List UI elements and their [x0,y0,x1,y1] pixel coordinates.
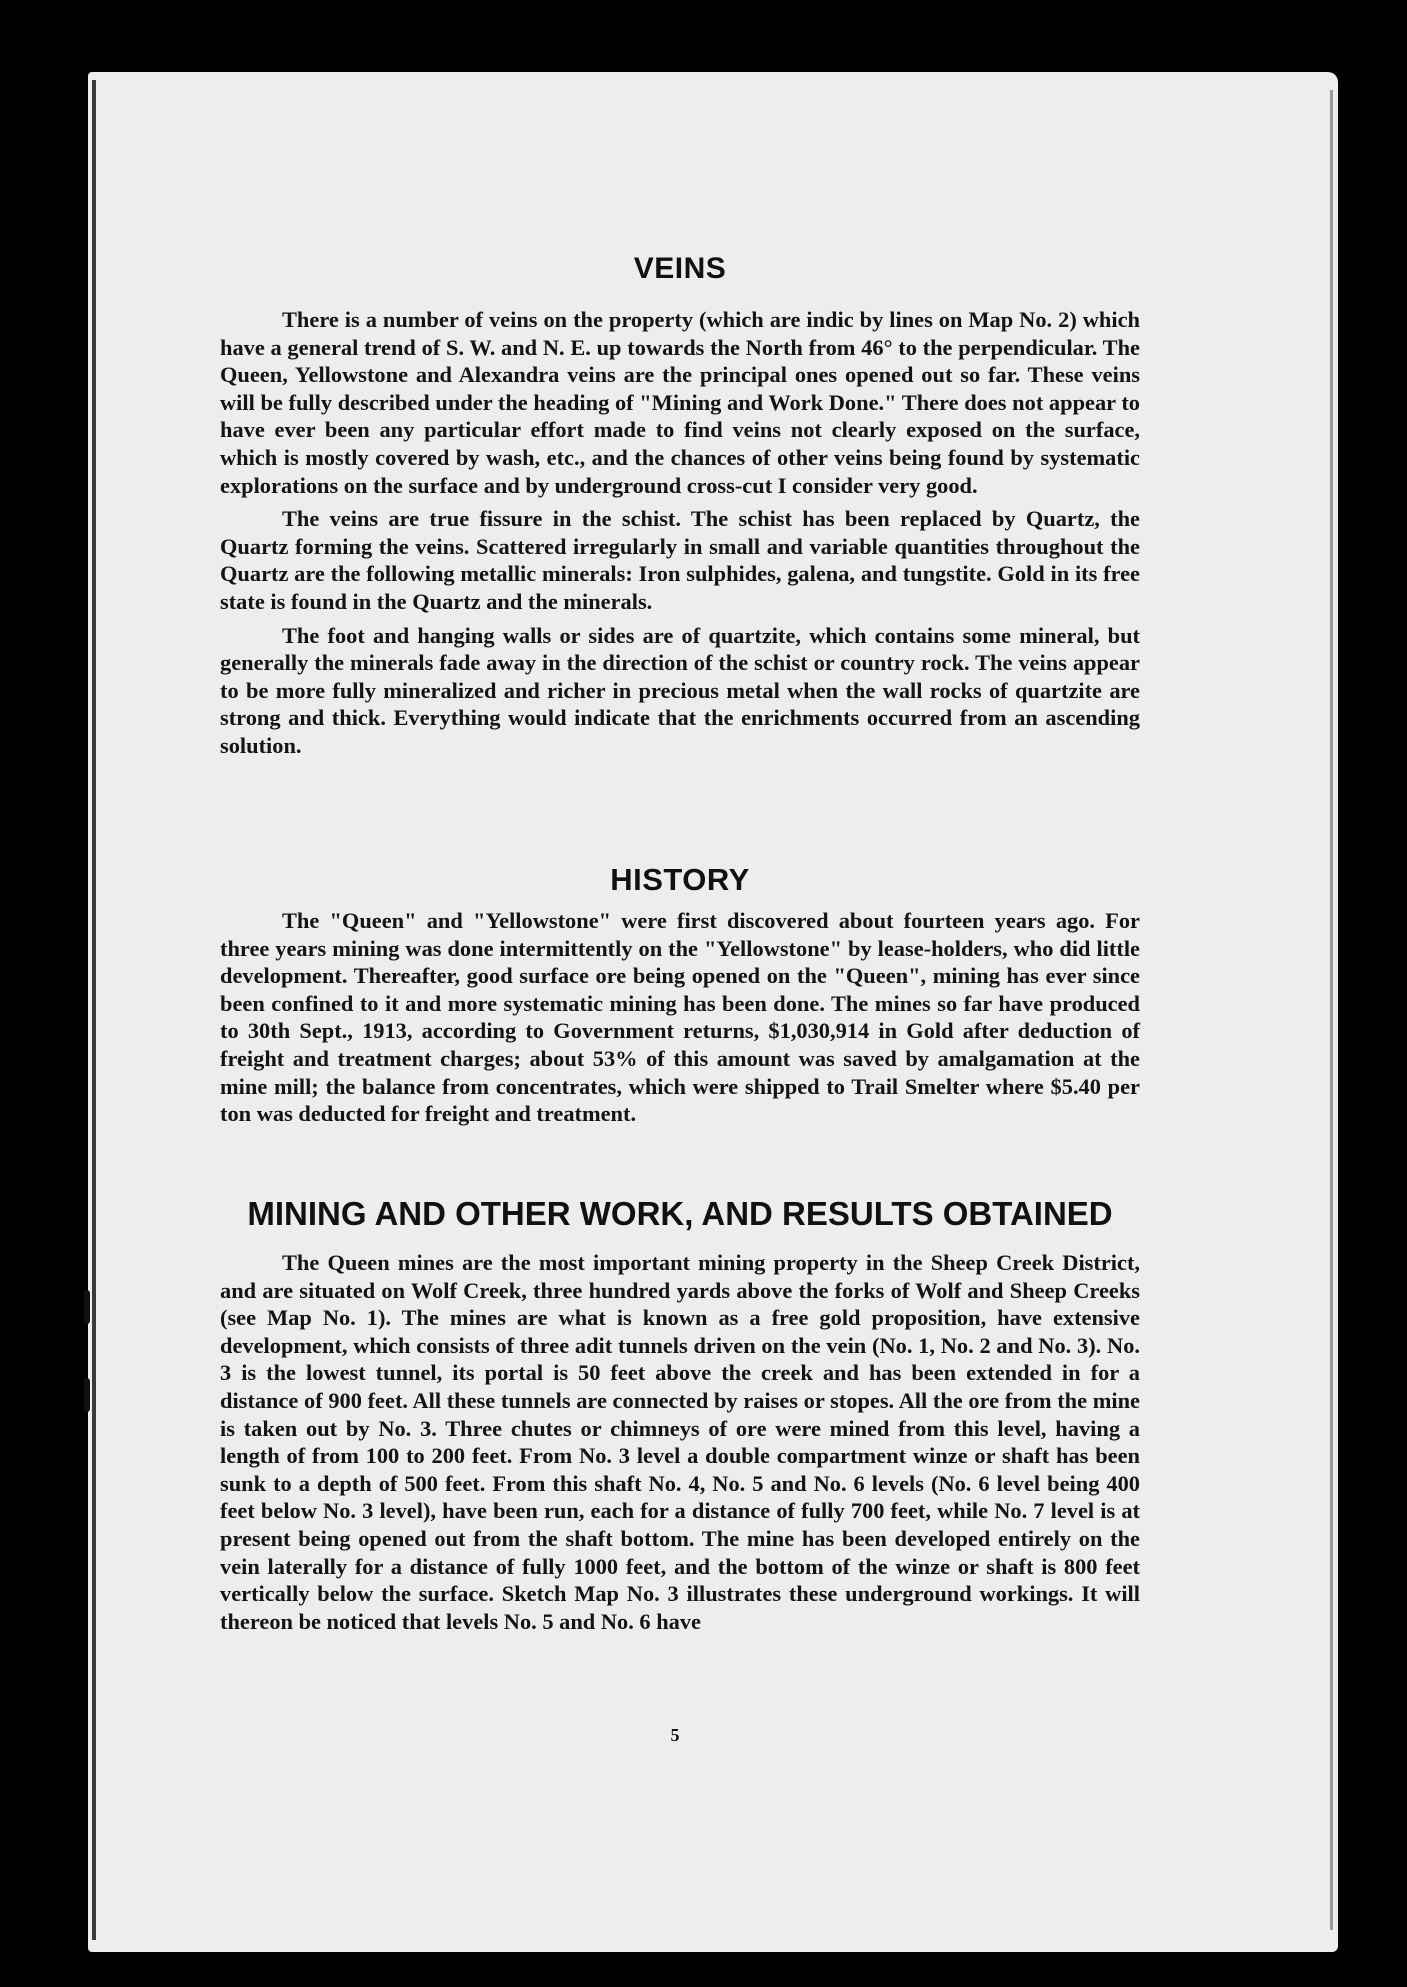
margin-mark [84,1290,90,1324]
veins-heading: VEINS [633,252,727,285]
mining-section [220,1249,1140,1635]
page-number: 5 [670,1725,680,1745]
history-section [220,907,1140,1128]
veins-paragraph-2: The veins are true fissure in the schist. The schist has been replaced by Quartz, the Quartz forming the veins. Scattered irregularly in small and variable quantities throughout the Quartz are the following metallic minerals: Iron sulphides, galena, and tungstite. Gold in its free state is found in the Quartz and the minerals. [220,506,1140,614]
veins-section [220,306,1140,760]
veins-paragraph-1: There is a number of veins on the property (which are indic by lines on Map No. 2) which have a general trend of S. W. and N. E. up towards the North from 46° to the perpendicular. The Queen, Yellowstone and Alexandra veins are the principal ones opened out so far. These veins will be fully described under the heading of "Mining and Work Done." There does not appear to have ever been any particular effort made to find veins not clearly exposed on the surface, which is mostly covered by wash, etc., and the chances of other veins being found by systematic explorations on the surface and by underground cross-cut I consider very good. [220,307,1140,498]
veins-paragraph-3: The foot and hanging walls or sides are of quartzite, which contains some mineral, but generally the minerals fade away in the direction of the schist or country rock. The veins appear to be more fully mineralized and richer in precious metal when the wall rocks of quartzite are strong and thick. Everything would indicate that the enrichments occurred from an ascending solution. [220,622,1140,758]
mining-paragraph-1: The Queen mines are the most important mining property in the Sheep Creek District, and are situated on Wolf Creek, three hundred yards above the forks of Wolf and Sheep Creeks (see Map No. 1). The mines are what is known as a free gold proposition, have extensive development, which consists of three adit tunnels driven on the vein (No. 1, No. 2 and No. 3). No. 3 is the lowest tunnel, its portal is 50 feet above the creek and has been extended in for a distance of 900 feet. All these tunnels are connected by raises or stopes. All the ore from the mine is taken out by No. 3. Three chutes or chimneys of ore were mined from this level, having a length of from 100 to 200 feet. From No. 3 level a double compartment winze or shaft has been sunk to a depth of 500 feet. From this shaft No. 4, No. 5 and No. 6 levels (No. 6 level being 400 feet below No. 3 level), have been run, each for a distance of fully 700 feet, while No. 7 level is at present being opened out from the shaft bottom. The mine has been developed entirely on the vein laterally for a distance of fully 1000 feet, and the bottom of the winze or shaft is 800 feet vertically below the surface. Sketch Map No. 3 illustrates these underground workings. It will thereon be noticed that levels No. 5 and No. 6 have [220,1250,1140,1634]
margin-mark [84,1378,90,1412]
mining-heading: MINING AND OTHER WORK, AND RESULTS OBTAINED [247,1195,1113,1232]
page-right-edge [1330,90,1333,1930]
page-binding-edge [92,80,96,1940]
history-paragraph-1: The "Queen" and "Yellowstone" were first discovered about fourteen years ago. For three years mining was done intermittently on the "Yellowstone" by lease-holders, who did little development. Thereafter, good surface ore being opened on the "Queen", mining has ever since been confined to it and more systematic mining has been done. The mines so far have produced to 30th Sept., 1913, according to Government returns, $1,030,914 in Gold after deduction of freight and treatment charges; about 53% of this amount was saved by amalgamation at the mine mill; the balance from concentrates, which were shipped to Trail Smelter where $5.40 per ton was deducted for freight and treatment. [220,908,1140,1127]
history-heading: HISTORY [610,862,750,897]
